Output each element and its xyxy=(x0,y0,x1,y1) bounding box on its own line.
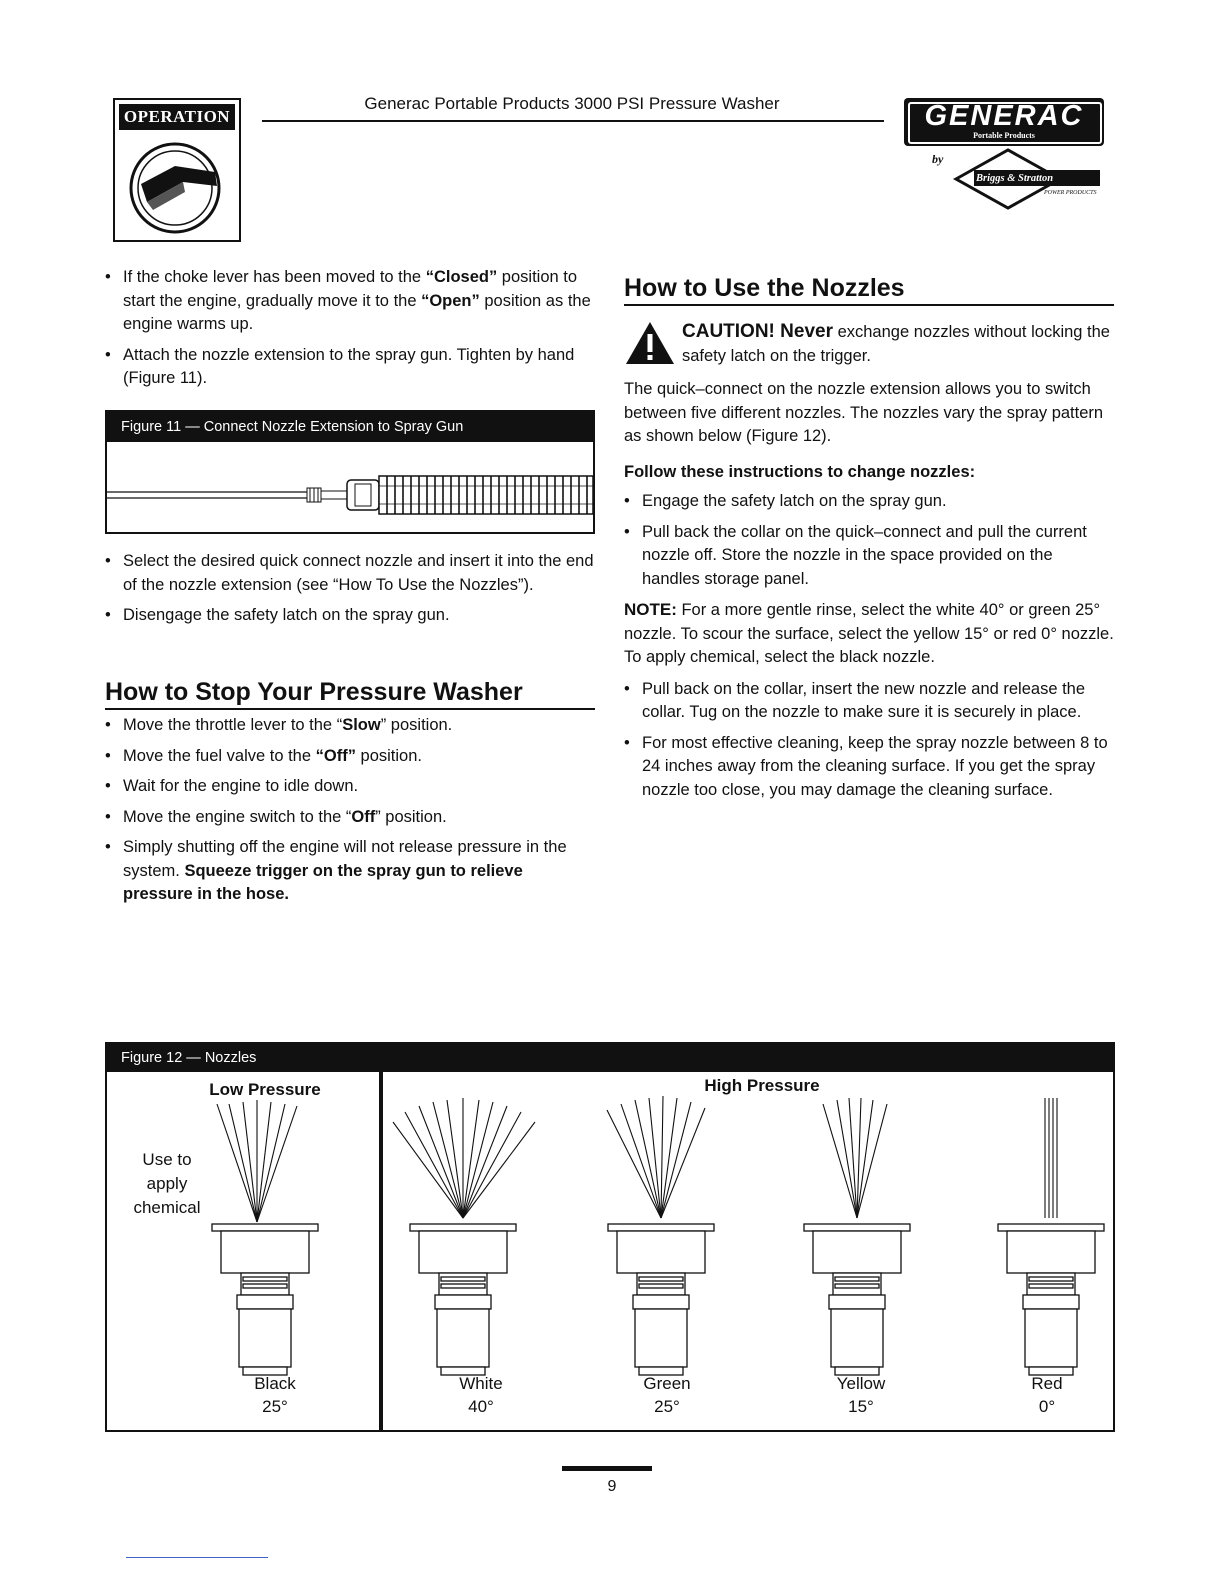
list-item: • If the choke lever has been moved to the “Closed” position to start the engine, gradually move it to the “Open” position as the engine warms up. xyxy=(105,266,595,337)
nozzle-angle: 0° xyxy=(1038,1397,1056,1416)
partner-subtext: POWER PRODUCTS xyxy=(1044,190,1097,196)
figure-12-caption: Figure 12 — Nozzles xyxy=(107,1044,1113,1072)
list-item: • Select the desired quick connect nozzle and insert it into the end of the nozzle extension (see “How To Use the Nozzles”). xyxy=(105,550,595,597)
stop-section xyxy=(105,676,595,914)
generac-logo xyxy=(904,98,1104,146)
generac-logo-subtext: Portable Products xyxy=(973,131,1035,140)
nozzle-white-label xyxy=(421,1372,541,1418)
nozzles-heading: How to Use the Nozzles xyxy=(624,274,905,302)
note-label: NOTE: xyxy=(624,600,677,619)
heading-rule xyxy=(624,304,1114,306)
list-item: • Pull back on the collar, insert the new nozzle and release the collar. Tug on the nozzle to make sure it is securely in place. xyxy=(624,678,1114,725)
note-text: For a more gentle rinse, select the white 40° or green 25° nozzle. To scour the surface, select the yellow 15° or red 0° nozzle. To apply chemical, select the black nozzle. xyxy=(624,601,1114,666)
page-marker xyxy=(562,1466,652,1471)
nozzles-section xyxy=(624,272,1114,809)
nozzle-extension-illustration xyxy=(107,442,593,532)
nozzle-yellow xyxy=(823,1098,887,1218)
footer-link-rule xyxy=(126,1557,268,1558)
list-item: • Move the engine switch to the “Off” position. xyxy=(105,806,595,830)
list-item: • Move the fuel valve to the “Off” position. xyxy=(105,745,595,769)
nozzle-black xyxy=(217,1100,297,1222)
heading-rule xyxy=(105,708,595,710)
partner-name: Briggs & Stratton xyxy=(976,173,1054,184)
figure-12 xyxy=(105,1042,1115,1432)
nozzle-yellow-label xyxy=(801,1372,921,1418)
instructions-heading: Follow these instructions to change nozzles: xyxy=(624,462,976,481)
stop-heading: How to Stop Your Pressure Washer xyxy=(105,678,523,706)
nozzle-color: White xyxy=(459,1374,503,1393)
nozzle-angle: 40° xyxy=(468,1397,494,1416)
caution-text: exchange nozzles without locking the safety latch on the trigger. xyxy=(682,323,1110,365)
page-number: 9 xyxy=(607,1478,617,1495)
use-note-line-2: apply xyxy=(146,1174,188,1193)
nozzle-green xyxy=(607,1096,705,1218)
section-badge xyxy=(113,98,241,242)
warning-triangle-icon xyxy=(624,320,676,366)
nozzle-color: Yellow xyxy=(836,1374,886,1393)
note-paragraph xyxy=(624,598,1114,670)
use-note-line-1: Use to xyxy=(142,1150,192,1169)
figure-11 xyxy=(105,410,595,534)
list-item: • Simply shutting off the engine will not release pressure in the system. Squeeze trigger on the spray gun to relieve pressure in the hose. xyxy=(105,836,595,907)
nozzle-green-label xyxy=(607,1372,727,1418)
left-column xyxy=(105,266,595,398)
nozzle-color: Black xyxy=(254,1374,296,1393)
list-item: • Disengage the safety latch on the spray gun. xyxy=(105,604,595,628)
nozzle-angle: 25° xyxy=(654,1397,680,1416)
list-item: • Engage the safety latch on the spray gun. xyxy=(624,490,1114,514)
figure-11-caption: Figure 11 — Connect Nozzle Extension to Spray Gun xyxy=(107,412,593,442)
nozzle-red-label xyxy=(987,1372,1107,1418)
left-column-mid xyxy=(105,550,595,635)
nozzle-angle: 15° xyxy=(848,1397,874,1416)
list-item: • Wait for the engine to idle down. xyxy=(105,775,595,799)
high-pressure-label: High Pressure xyxy=(704,1076,820,1095)
nozzle-color: Green xyxy=(643,1374,691,1393)
nozzle-black-label xyxy=(215,1372,335,1418)
by-text: by xyxy=(932,152,944,166)
nozzle-diagrams xyxy=(107,1072,1113,1392)
nozzle-red xyxy=(1045,1098,1057,1218)
list-item: • Move the throttle lever to the “Slow” position. xyxy=(105,714,595,738)
low-pressure-label: Low Pressure xyxy=(209,1080,321,1099)
list-item: • Attach the nozzle extension to the spray gun. Tighten by hand (Figure 11). xyxy=(105,344,595,391)
document-title: Generac Portable Products 3000 PSI Pressure Washer xyxy=(364,94,780,113)
section-badge-label: OPERATION xyxy=(119,104,235,130)
use-note-line-3: chemical xyxy=(133,1198,201,1217)
caution-label: CAUTION! Never xyxy=(682,321,833,342)
generac-logo-text: GENERAC xyxy=(924,100,1084,132)
briggs-stratton-logo xyxy=(932,148,1104,210)
list-item: • For most effective cleaning, keep the spray nozzle between 8 to 24 inches away from the cleaning surface. If you get the spray nozzle too close, you may damage the cleaning surface. xyxy=(624,732,1114,803)
list-item: • Pull back the collar on the quick–connect and pull the current nozzle off. Store the nozzle in the space provided on the handles storage panel. xyxy=(624,521,1114,592)
caution-block xyxy=(624,320,1114,368)
nozzle-color: Red xyxy=(1031,1374,1063,1393)
header-divider xyxy=(262,120,884,122)
nozzle-white xyxy=(393,1098,535,1218)
nozzles-intro: The quick–connect on the nozzle extension allows you to switch between five different nozzles. The nozzles vary the spray pattern as shown below (Figure 12). xyxy=(624,380,1104,445)
operation-icon xyxy=(125,136,229,236)
nozzle-angle: 25° xyxy=(262,1397,288,1416)
